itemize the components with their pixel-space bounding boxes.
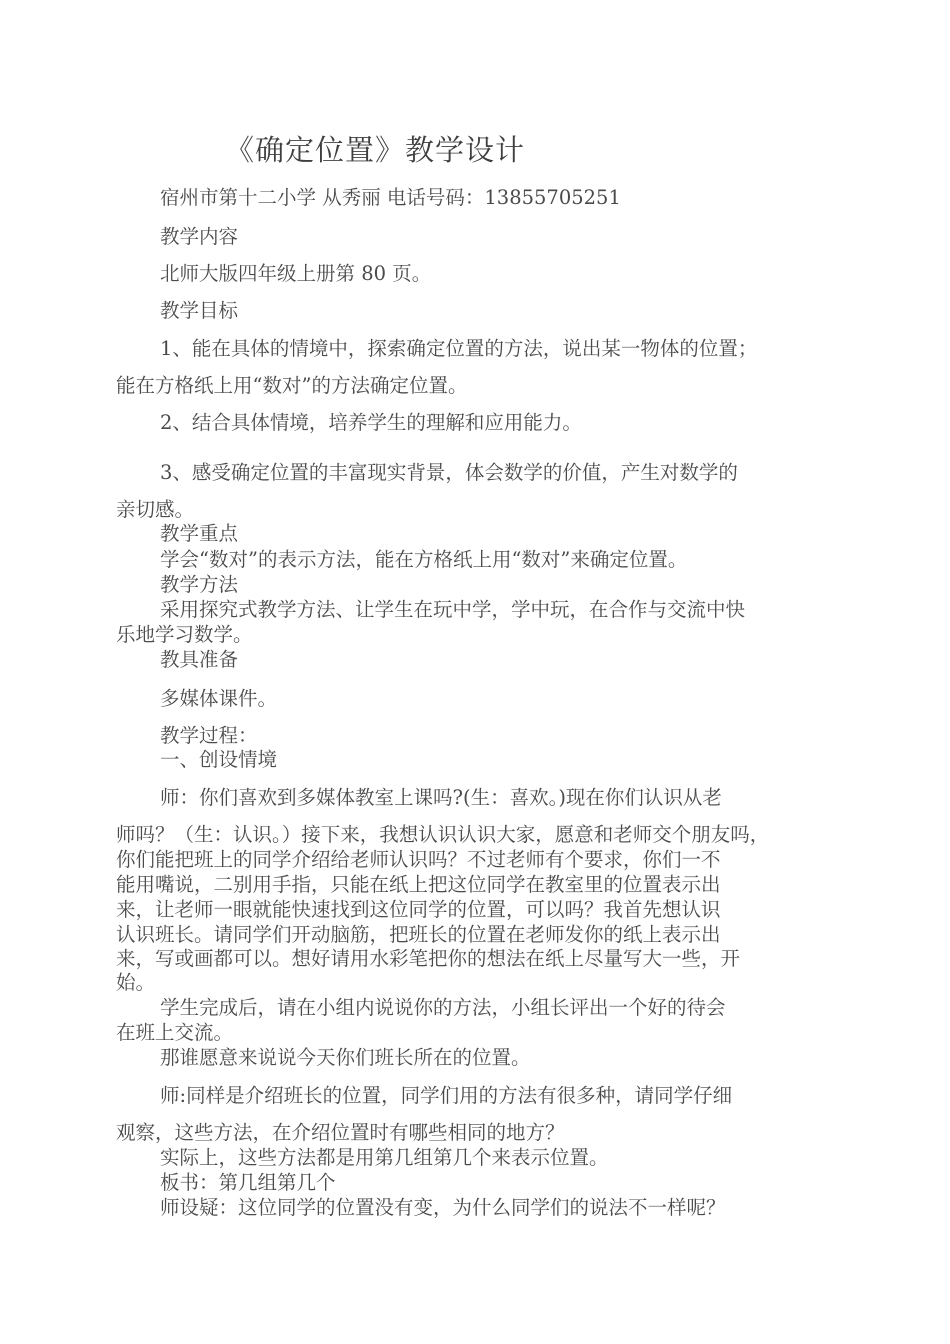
paragraph-line: 能用嘴说，二别用手指，只能在纸上把这位同学在教室里的位置表示出: [116, 873, 721, 896]
paragraph-line: 2、结合具体情境，培养学生的理解和应用能力。: [160, 411, 582, 434]
paragraph-line: 认识班长。请同学们开动脑筋，把班长的位置在老师发你的纸上表示出: [116, 923, 721, 946]
document-title: 《确定位置》教学设计: [225, 133, 526, 167]
heading-content: 教学内容: [160, 225, 239, 248]
paragraph-line: 多媒体课件。: [160, 687, 278, 710]
paragraph-line: 1、能在具体的情境中，探索确定位置的方法，说出某一物体的位置；: [160, 337, 758, 360]
paragraph-line: 实际上，这些方法都是用第几组第几个来表示位置。: [160, 1146, 609, 1169]
paragraph-line: 师：你们喜欢到多媒体教室上课吗?(生：喜欢。)现在你们认识从老: [160, 786, 722, 809]
heading-materials: 教具准备: [160, 648, 239, 671]
paragraph-line: 乐地学习数学。: [116, 623, 253, 646]
paragraph-line: 3、感受确定位置的丰富现实背景，体会数学的价值，产生对数学的: [160, 461, 738, 484]
paragraph-line: 师吗？（生：认识。）接下来，我想认识认识大家，愿意和老师交个朋友吗，: [116, 823, 770, 846]
paragraph-line: 学生完成后，请在小组内说说你的方法，小组长评出一个好的待会: [160, 996, 726, 1019]
heading-section-1: 一、创设情境: [160, 748, 278, 771]
heading-key-points: 教学重点: [160, 522, 239, 545]
paragraph-line: 采用探究式教学方法、让学生在玩中学，学中玩，在合作与交流中快: [160, 598, 746, 621]
heading-goals: 教学目标: [160, 299, 239, 322]
paragraph-line: 那谁愿意来说说今天你们班长所在的位置。: [160, 1046, 531, 1069]
paragraph-line: 北师大版四年级上册第 80 页。: [160, 262, 432, 285]
author-line: 宿州市第十二小学 从秀丽 电话号码：13855705251: [160, 186, 621, 209]
paragraph-line: 你们能把班上的同学介绍给老师认识吗？不过老师有个要求，你们一不: [116, 848, 721, 871]
paragraph-line: 亲切感。: [116, 498, 195, 521]
paragraph-line: 始。: [116, 971, 156, 994]
paragraph-line: 来，写或画都可以。想好请用水彩笔把你的想法在纸上尽量写大一些，开: [116, 947, 741, 970]
paragraph-line: 师设疑：这位同学的位置没有变，为什么同学们的说法不一样呢？: [160, 1196, 726, 1219]
paragraph-line: 观察，这些方法，在介绍位置时有哪些相同的地方？: [116, 1121, 565, 1144]
heading-methods: 教学方法: [160, 573, 239, 596]
paragraph-line: 能在方格纸上用“数对”的方法确定位置。: [116, 374, 468, 397]
paragraph-line: 来，让老师一眼就能快速找到这位同学的位置，可以吗？我首先想认识: [116, 898, 721, 921]
heading-process: 教学过程：: [160, 724, 258, 747]
paragraph-line: 在班上交流。: [116, 1021, 234, 1044]
paragraph-line: 师:同样是介绍班长的位置，同学们用的方法有很多种，请同学仔细: [160, 1084, 733, 1107]
paragraph-line: 学会“数对”的表示方法，能在方格纸上用“数对”来确定位置。: [160, 548, 688, 571]
board-writing-line: 板书：第几组第几个: [160, 1171, 336, 1194]
